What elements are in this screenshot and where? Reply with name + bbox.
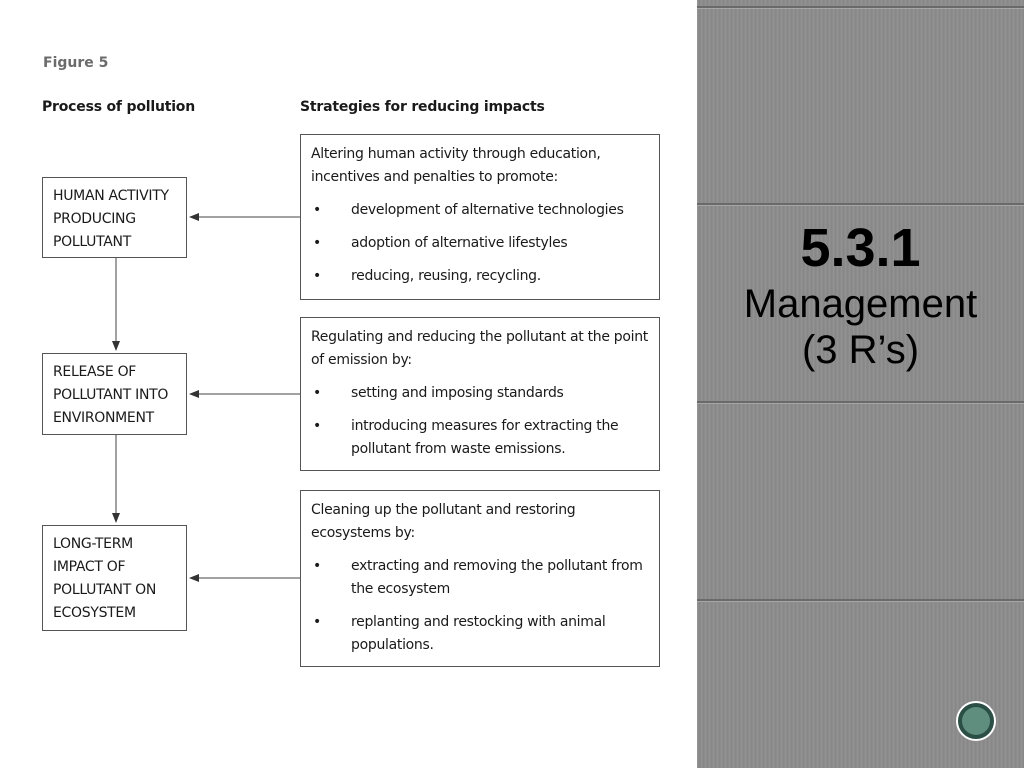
process-line: RELEASE OF	[53, 364, 137, 380]
strategy-bullets	[311, 199, 649, 288]
process-line: ENVIRONMENT	[53, 410, 154, 426]
strategy-bullets	[311, 382, 649, 461]
strategy-box-altering-activity	[300, 134, 660, 300]
title-sidebar	[697, 0, 1024, 768]
strategy-bullet: • replanting and restocking with animal populations.	[311, 611, 649, 657]
process-box-human-activity	[42, 177, 187, 258]
process-line: IMPACT OF	[53, 559, 126, 575]
slide-number: 5.3.1	[800, 218, 921, 278]
strategy-intro: Cleaning up the pollutant and restoring ecosystems by:	[311, 502, 576, 541]
strategy-bullet: • extracting and removing the pollutant from the ecosystem	[311, 555, 649, 601]
strategy-box-regulating-emission	[300, 317, 660, 471]
process-box-long-term-impact	[42, 525, 187, 631]
strategy-bullet: • adoption of alternative lifestyles	[311, 232, 649, 255]
slide-title: Management	[743, 282, 978, 326]
strategies-column-heading: Strategies for reducing impacts	[300, 99, 545, 115]
strategy-box-cleaning-up	[300, 490, 660, 667]
process-line: POLLUTANT	[53, 234, 131, 250]
process-line: POLLUTANT INTO	[53, 387, 169, 403]
sidebar-divider	[697, 599, 1024, 602]
nav-circle-icon	[962, 707, 990, 735]
process-line: LONG-TERM	[53, 536, 133, 552]
sidebar-divider	[697, 6, 1024, 9]
strategy-intro: Altering human activity through education, incentives and penalties to promote:	[311, 146, 601, 185]
strategy-intro: Regulating and reducing the pollutant at the point of emission by:	[311, 329, 648, 368]
title-block	[697, 215, 1024, 373]
process-line: PRODUCING	[53, 211, 136, 227]
process-column-heading: Process of pollution	[42, 99, 195, 115]
strategy-bullet: • setting and imposing standards	[311, 382, 649, 405]
process-box-release	[42, 353, 187, 435]
strategy-bullet: • development of alternative technologies	[311, 199, 649, 222]
strategy-bullet: • reducing, reusing, recycling.	[311, 265, 649, 288]
process-line: HUMAN ACTIVITY	[53, 188, 169, 204]
figure-label: Figure 5	[43, 55, 109, 71]
strategy-bullet: • introducing measures for extracting the pollutant from waste emissions.	[311, 415, 649, 461]
strategy-bullets	[311, 555, 649, 657]
process-line: ECOSYSTEM	[53, 605, 136, 621]
sidebar-divider	[697, 203, 1024, 206]
slide-subtitle: (3 R’s)	[801, 328, 920, 372]
slide-nav-circle-button[interactable]	[956, 701, 996, 741]
process-line: POLLUTANT ON	[53, 582, 157, 598]
sidebar-divider	[697, 401, 1024, 404]
